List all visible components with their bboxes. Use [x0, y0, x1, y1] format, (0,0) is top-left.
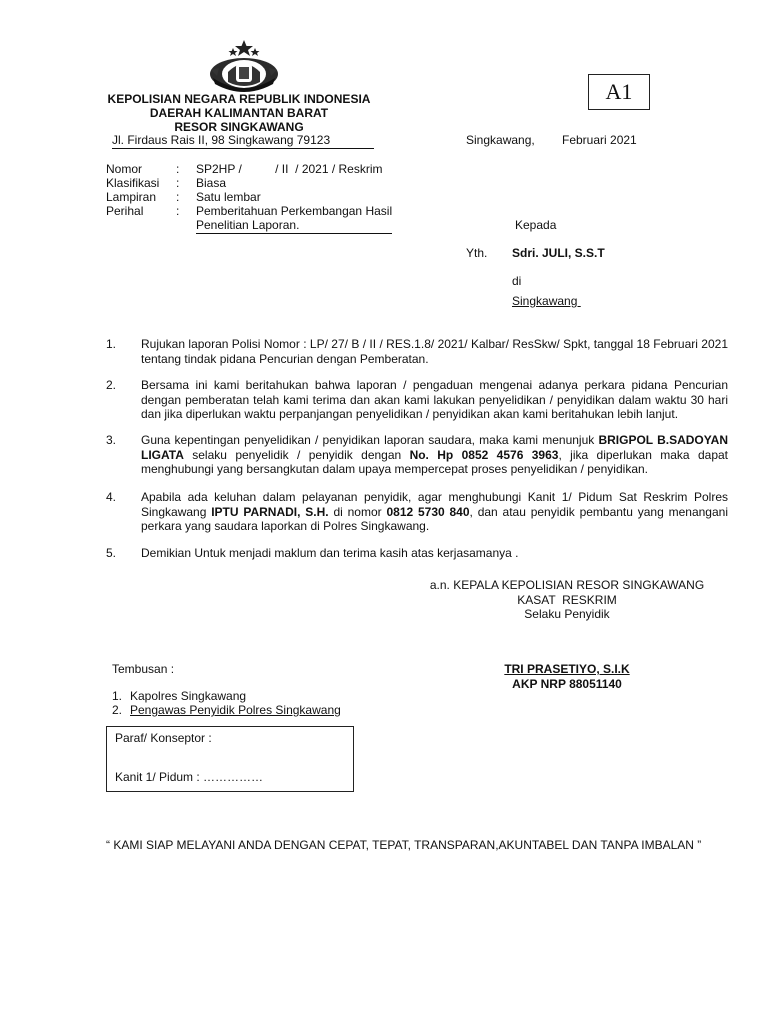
paraf-box: [106, 726, 354, 792]
recipient-kepada: Kepada: [515, 218, 557, 232]
letterhead: [106, 92, 372, 134]
signatory-name: TRI PRASETIYO, S.I.K: [504, 662, 630, 676]
meta-label-klasifikasi: Klasifikasi: [106, 176, 160, 190]
paragraph-number: 3.: [106, 433, 117, 447]
motto: “ KAMI SIAP MELAYANI ANDA DENGAN CEPAT, TEPAT, TRANSPARAN,AKUNTABEL DAN TANPA IMBALAN ”: [106, 838, 702, 852]
paragraph-number: 2.: [106, 378, 117, 392]
meta-colon: :: [176, 176, 180, 190]
tembusan-item-number: 2.: [112, 703, 123, 717]
paragraph-number: 5.: [106, 546, 117, 560]
paragraph-2: Bersama ini kami beritahukan bahwa laporan / pengaduan mengenai adanya perkara pidana Pencurian dengan pemberatan telah kami terima dan akan kami lakukan penyelidikan / penyidikan dalam waktu 30 hari dan jika diperlukan waktu perpanjangan penyelidikan / penyidikan akan kami beritahukan lebih lanjut.: [141, 378, 728, 421]
tembusan-item-2: Pengawas Penyidik Polres Singkawang: [130, 703, 341, 717]
recipient-name: Sdri. JULI, S.S.T: [512, 246, 605, 260]
recipient-yth: Yth.: [466, 246, 488, 260]
paraf-konseptor: Paraf/ Konseptor :: [115, 731, 212, 745]
paragraph-1: Rujukan laporan Polisi Nomor : LP/ 27/ B / II / RES.1.8/ 2021/ Kalbar/ ResSkw/ Spkt, tanggal 18 Februari 2021 tentang tindak pidana Pencurian dengan Pemberatan.: [141, 337, 728, 366]
paraf-kanit: Kanit 1/ Pidum : ……………: [115, 770, 264, 784]
document-code-box: A1: [588, 74, 650, 110]
meta-value-lampiran: Satu lembar: [196, 190, 261, 204]
meta-colon: :: [176, 204, 180, 218]
meta-value-klasifikasi: Biasa: [196, 176, 227, 190]
recipient-di: di: [512, 274, 522, 288]
place: Singkawang,: [466, 133, 535, 147]
paragraph-5: Demikian Untuk menjadi maklum dan terima kasih atas kerjasamanya .: [141, 546, 519, 560]
meta-colon: :: [176, 162, 180, 176]
paragraph-4-text-1: Apabila ada keluhan dalam pelayanan penyidik, agar menghubungi Kanit 1/ Pidum Sat Reskrim Polres Singkawang: [141, 490, 728, 519]
meta-label-nomor: Nomor: [106, 162, 143, 176]
investigator-phone: No. Hp 0852 4576 3963: [409, 447, 559, 462]
letter-date: Februari 2021: [562, 133, 637, 147]
signature-block: [402, 578, 732, 622]
letterhead-line-3: RESOR SINGKAWANG: [174, 120, 304, 134]
signatory: [402, 662, 732, 691]
signature-line-2: KASAT RESKRIM: [517, 592, 617, 607]
kanit-phone: 0812 5730 840: [386, 504, 470, 519]
meta-value-perihal: Pemberitahuan Perkembangan Hasil: [196, 204, 393, 218]
assigned-investigator: BRIGPOL B.SADOYAN LIGATA: [141, 433, 728, 462]
signatory-rank: AKP NRP 88051140: [512, 676, 622, 691]
paragraph-3-text-2: selaku penyelidik / penyidik dengan: [183, 447, 410, 462]
perihal-underline: [196, 233, 392, 234]
meta-value-nomor: SP2HP / / II / 2021 / Reskrim: [196, 162, 383, 176]
meta-colon: :: [176, 190, 180, 204]
paragraph-number: 4.: [106, 490, 117, 504]
polri-emblem-icon: [203, 38, 285, 96]
tembusan-item-number: 1.: [112, 689, 123, 703]
recipient-city: Singkawang: [512, 294, 581, 308]
tembusan-title: Tembusan :: [112, 662, 175, 676]
letterhead-line-1: KEPOLISIAN NEGARA REPUBLIK INDONESIA: [107, 92, 371, 106]
letterhead-address: Jl. Firdaus Rais II, 98 Singkawang 79123: [112, 133, 374, 149]
paragraph-3-text-3: , jika diperlukan maka dapat menghubungi yang bersangkutan dalam upaya mempercepat proses penyelidikan / penyidikan.: [141, 447, 729, 476]
paragraph-4-text-2: di nomor: [328, 504, 387, 519]
tembusan-item-1: Kapolres Singkawang: [130, 689, 247, 703]
kanit-name: IPTU PARNADI, S.H.: [211, 504, 329, 519]
meta-label-perihal: Perihal: [106, 204, 144, 218]
paragraph-3: [141, 433, 728, 477]
paragraph-4-text-3: , dan atau penyidik pembantu yang menangani perkara yang saudara laporkan di Polres Singkawang.: [141, 504, 728, 533]
paragraph-number: 1.: [106, 337, 117, 351]
meta-label-lampiran: Lampiran: [106, 190, 157, 204]
letterhead-line-2: DAERAH KALIMANTAN BARAT: [149, 106, 329, 120]
paragraph-4: [141, 490, 728, 534]
paragraph-3-text-1: Guna kepentingan penyelidikan / penyidikan laporan saudara, maka kami menunjuk: [141, 433, 599, 447]
signature-line-1: a.n. KEPALA KEPOLISIAN RESOR SINGKAWANG: [429, 578, 705, 592]
meta-value-perihal-2: Penelitian Laporan.: [196, 218, 300, 232]
signature-line-3: Selaku Penyidik: [524, 607, 610, 621]
